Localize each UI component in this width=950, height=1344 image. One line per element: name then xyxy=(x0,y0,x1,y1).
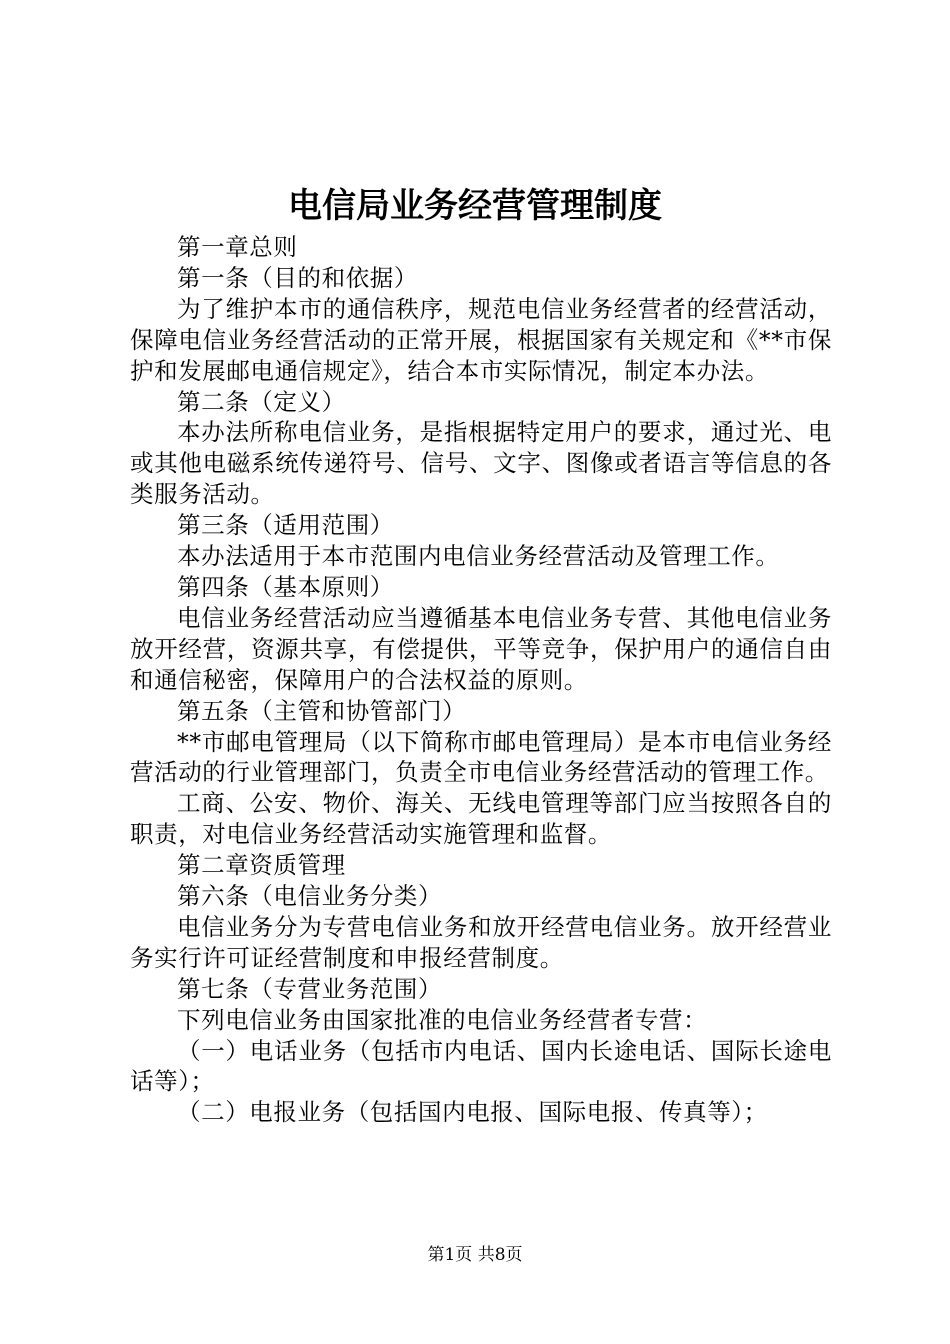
article-heading: 第三条（适用范围） xyxy=(177,511,394,540)
paragraph: 本办法所称电信业务，是指根据特定用户的要求，通过光、电或其他电磁系统传递符号、信号、文字、图像或者语言等信息的各类服务活动。 xyxy=(130,418,832,509)
paragraph: 电信业务经营活动应当遵循基本电信业务专营、其他电信业务放开经营，资源共享，有偿提供，平等竞争，保护用户的通信自由和通信秘密，保障用户的合法权益的原则。 xyxy=(130,603,832,694)
list-item: （二）电报业务（包括国内电报、国际电报、传真等）； xyxy=(177,1098,768,1127)
article-heading: 第七条（专营业务范围） xyxy=(177,974,443,1003)
paragraph: 电信业务分为专营电信业务和放开经营电信业务。放开经营业务实行许可证经营制度和申报经营制度。 xyxy=(130,912,832,972)
paragraph: **市邮电管理局（以下简称市邮电管理局）是本市电信业务经营活动的行业管理部门，负责全市电信业务经营活动的管理工作。 xyxy=(130,727,832,787)
paragraph: 本办法适用于本市范围内电信业务经营活动及管理工作。 xyxy=(177,542,780,571)
paragraph: 下列电信业务由国家批准的电信业务经营者专营： xyxy=(177,1005,708,1034)
paragraph: 工商、公安、物价、海关、无线电管理等部门应当按照各自的职责，对电信业务经营活动实施管理和监督。 xyxy=(130,789,832,849)
chapter-heading: 第二章资质管理 xyxy=(177,851,346,880)
chapter-heading: 第一章总则 xyxy=(177,233,298,261)
document-body xyxy=(130,232,832,1128)
document-title: 电信局业务经营管理制度 xyxy=(288,186,662,226)
article-heading: 第六条（电信业务分类） xyxy=(177,882,443,911)
list-item: （一）电话业务（包括市内电话、国内长途电话、国际长途电话等）； xyxy=(130,1036,832,1096)
article-heading: 第五条（主管和协管部门） xyxy=(177,696,467,725)
paragraph: 为了维护本市的通信秩序，规范电信业务经营者的经营活动，保障电信业务经营活动的正常开展，根据国家有关规定和《**市保护和发展邮电通信规定》，结合本市实际情况，制定本办法。 xyxy=(130,294,832,385)
article-heading: 第二条（定义） xyxy=(177,387,346,416)
article-heading: 第一条（目的和依据） xyxy=(177,263,418,292)
article-heading: 第四条（基本原则） xyxy=(177,572,394,601)
page-number: 第1页 共8页 xyxy=(427,1245,523,1265)
